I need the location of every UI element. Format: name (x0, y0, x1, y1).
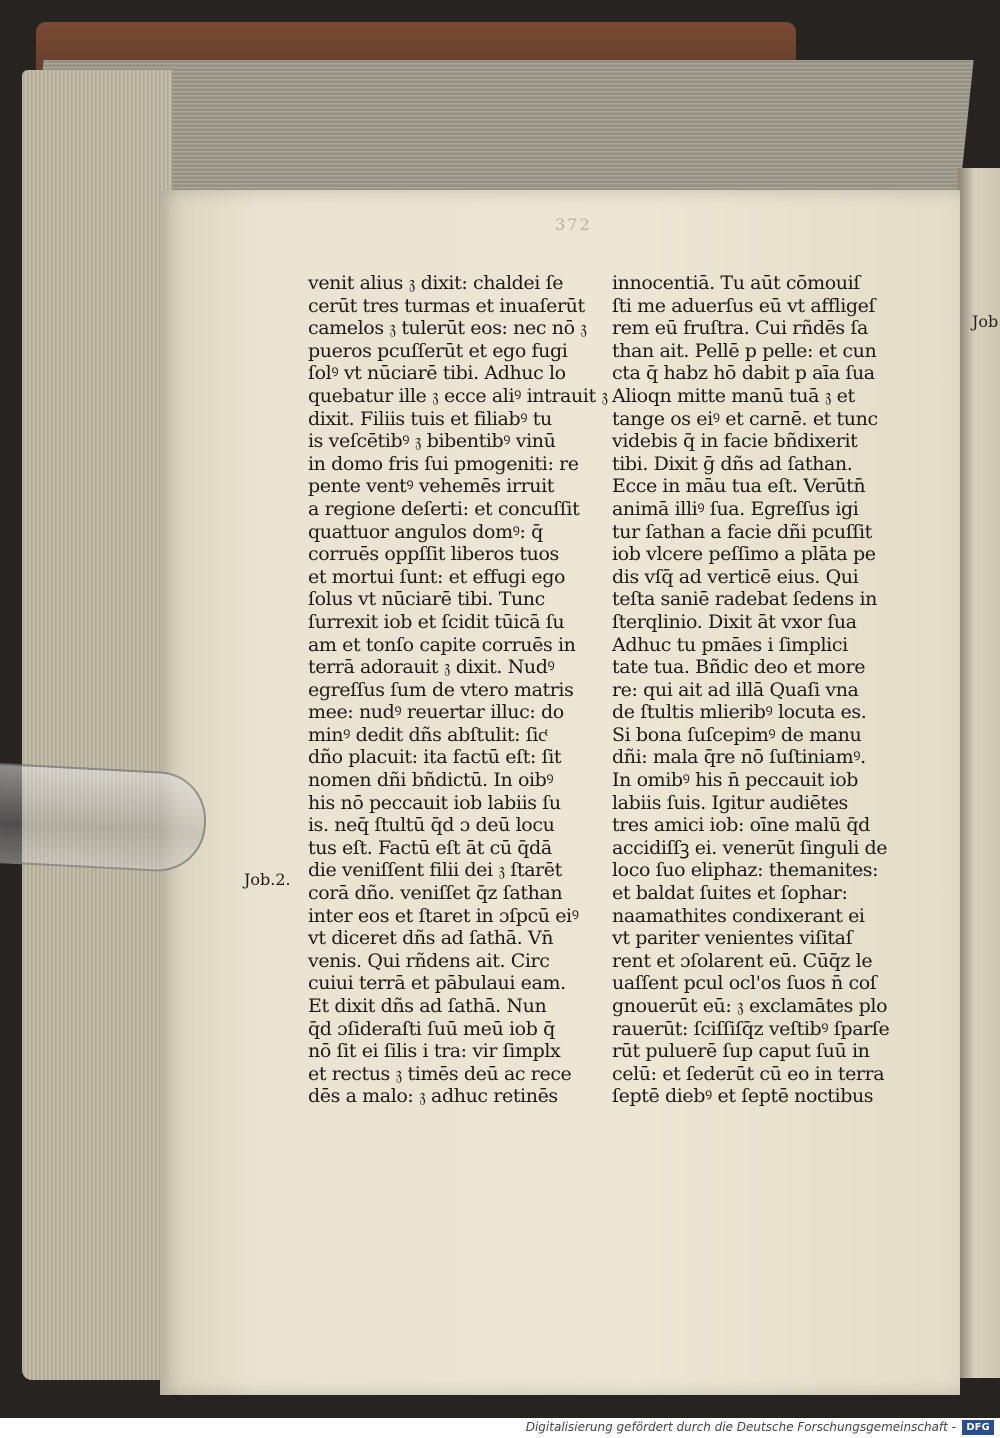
text-line: quattuor angulos domꝰ: q̄ (308, 520, 543, 543)
text-line: inter eos et ſtaret in ɔſpcū eiꝰ (308, 904, 579, 927)
text-line: ſti me aduerſus eū vt affligeſ (612, 294, 876, 317)
text-line: rem eū fruſtra. Cui rñdēs ſa (612, 317, 868, 340)
text-line: tur ſathan a facie dñi pcuſſit (612, 520, 872, 543)
facing-page-edge (958, 168, 1000, 1378)
text-line: tange os eiꝰ et carnē. et tunc (612, 407, 878, 430)
text-line: in domo fris ſui pmogeniti: re (308, 452, 579, 475)
text-line: cerūt tres turmas et inuaſerūt (308, 294, 585, 317)
text-line: Si bona ſuſcepimꝰ de manu (612, 723, 862, 746)
text-line: is. neq̄ ſtultū q̄d ɔ deū locu (308, 814, 555, 837)
text-line: ſolus vt nūciarē tibi. Tunc (308, 588, 545, 611)
text-line: is veſcētibꝰ 𝔷 bibentibꝰ vinū (308, 430, 556, 453)
text-line: mee: nudꝰ reuertar illuc: do (308, 701, 564, 724)
text-line: dis vſq̄ ad verticē eius. Qui (612, 565, 859, 588)
text-line: ſolꝰ vt nūciarē tibi. Adhuc lo (308, 362, 566, 385)
text-line: videbis q̄ in facie bñdixerit (612, 430, 858, 453)
text-line: am et tonſo capite corruēs in (308, 633, 576, 656)
text-line: dño placuit: ita factū eſt: ſit (308, 746, 562, 769)
text-line: uaſſent pcul ocl'os ſuos n̄ coſ (612, 972, 877, 995)
text-line: nomen dñi bñdictū. In oibꝰ (308, 769, 554, 792)
text-line: his nō peccauit iob labiis ſu (308, 791, 561, 814)
text-line: tus eſt. Factū eſt āt cū q̄dā (308, 836, 552, 859)
text-line: ſurrexit iob et ſcidit tūicā ſu (308, 610, 565, 633)
text-line: et rectus 𝔷 timēs deū ac rece (308, 1062, 572, 1085)
dfg-logo: DFG (962, 1420, 994, 1435)
text-line: rent et ɔſolarent eū. Cūq̄z le (612, 949, 873, 972)
text-line: terrā adorauit 𝔷 dixit. Nudꝰ (308, 656, 555, 679)
text-line: pueros pcuſſerūt et ego fugi (308, 339, 568, 362)
margin-reference: Job.2. (244, 870, 291, 889)
text-line: venit alius 𝔷 dixit: chaldei ſe (308, 272, 564, 294)
text-line: Alioqn mitte manū tuā 𝔷 et (612, 384, 855, 407)
footer-bar (0, 1418, 1000, 1438)
text-line: cta q̄ habz hō dabit p aīa ſua (612, 362, 875, 385)
text-line: than ait. Pellē p pelle: et cun (612, 339, 877, 362)
text-line: Ecce in māu tua eſt. Verūtn̄ (612, 475, 866, 498)
text-line: labiis ſuis. Igitur audiētes (612, 791, 848, 814)
text-line: vt pariter venientes viſitaſ (612, 927, 853, 950)
text-line: naamathites condixerant ei (612, 904, 865, 927)
text-line: loco ſuo eliphaz: themanites: (612, 859, 879, 882)
text-line: minꝰ dedit dñs abſtulit: ſicͭ (308, 723, 547, 746)
text-line: rauerūt: ſciſſiſq̄z veſtibꝰ ſparſe (612, 1017, 890, 1040)
facing-page-heading: Job (972, 312, 999, 331)
text-line: pente ventꝰ vehemēs irruit (308, 475, 555, 498)
text-line: camelos 𝔷 tulerūt eos: nec nō 𝔷 (308, 317, 587, 340)
text-line: dñi: mala q̄re nō ſuſtiniamꝰ. (612, 746, 866, 769)
text-line: q̄d ɔſideraſti ſuū meū iob q̄ (308, 1017, 555, 1040)
text-line: venis. Qui rñdens ait. Circ (308, 949, 550, 972)
text-line: et mortui ſunt: et effugi ego (308, 565, 566, 588)
text-line: gnouerūt eū: 𝔷 exclamātes plo (612, 995, 888, 1017)
text-line: tres amici iob: oīne malū q̄d (612, 814, 870, 837)
text-line: tate tua. Bñdic deo et more (612, 656, 866, 679)
text-line: ſterqlinio. Dixit āt vxor ſua (612, 610, 857, 633)
text-line: corā dño. veniſſet q̄z ſathan (308, 882, 563, 905)
text-column-right (612, 272, 912, 1108)
text-line: animā illiꝰ ſua. Egreſſus igi (612, 497, 859, 520)
text-line: celū: et ſederūt cū eo in terra (612, 1062, 885, 1085)
text-line: a regione deſerti: et concuſſit (308, 497, 580, 520)
text-line: quebatur ille 𝔷 ecce aliꝰ intrauit 𝔷 (308, 384, 608, 407)
text-column-left (308, 272, 608, 1108)
text-line: dixit. Filiis tuis et filiabꝰ tu (308, 407, 552, 430)
text-line: tibi. Dixit ḡ dñs ad ſathan. (612, 452, 853, 475)
text-line: iob vlcere peſſimo a plāta pe (612, 543, 876, 566)
page-number: 372 (555, 215, 592, 234)
page-edges-left (22, 70, 172, 1380)
text-line: corruēs oppſſit liberos tuos (308, 543, 559, 566)
text-line: innocentiā. Tu aūt cōmouiſ (612, 272, 860, 294)
text-line: nō ſit ei ſilis i tra: vir ſimplx (308, 1040, 561, 1063)
text-line: re: qui ait ad illā Quaſi vna (612, 678, 859, 701)
text-line: teſta saniē radebat ſedens in (612, 588, 877, 611)
text-line: et baldat ſuites et ſophar: (612, 882, 848, 905)
text-line: accidiſſꝫ ei. venerūt ſinguli de (612, 836, 888, 859)
text-line: rūt puluerē ſup caput ſuū in (612, 1040, 870, 1063)
text-line: egreſſus ſum de vtero matris (308, 678, 574, 701)
text-line: vt diceret dñs ad ſathā. Vn̄ (308, 927, 554, 950)
text-line: cuiui terrā et pābulaui eam. (308, 972, 566, 995)
text-line: de ſtultis mlieribꝰ locuta es. (612, 701, 867, 724)
text-line: die veniſſent filii dei 𝔷 ſtarēt (308, 859, 562, 882)
text-line: Et dixit dñs ad ſathā. Nun (308, 995, 547, 1017)
text-line: dēs a malo: 𝔷 adhuc retinēs (308, 1085, 558, 1108)
text-line: ſeptē diebꝰ et ſeptē noctibus (612, 1085, 874, 1108)
funding-credit: Digitalisierung gefördert durch die Deutsche Forschungsgemeinschaft - (525, 1420, 956, 1434)
page-holder-clip (0, 762, 208, 874)
text-line: In omibꝰ his n̄ peccauit iob (612, 769, 859, 792)
text-line: Adhuc tu pmāes i ſimplici (612, 633, 848, 656)
